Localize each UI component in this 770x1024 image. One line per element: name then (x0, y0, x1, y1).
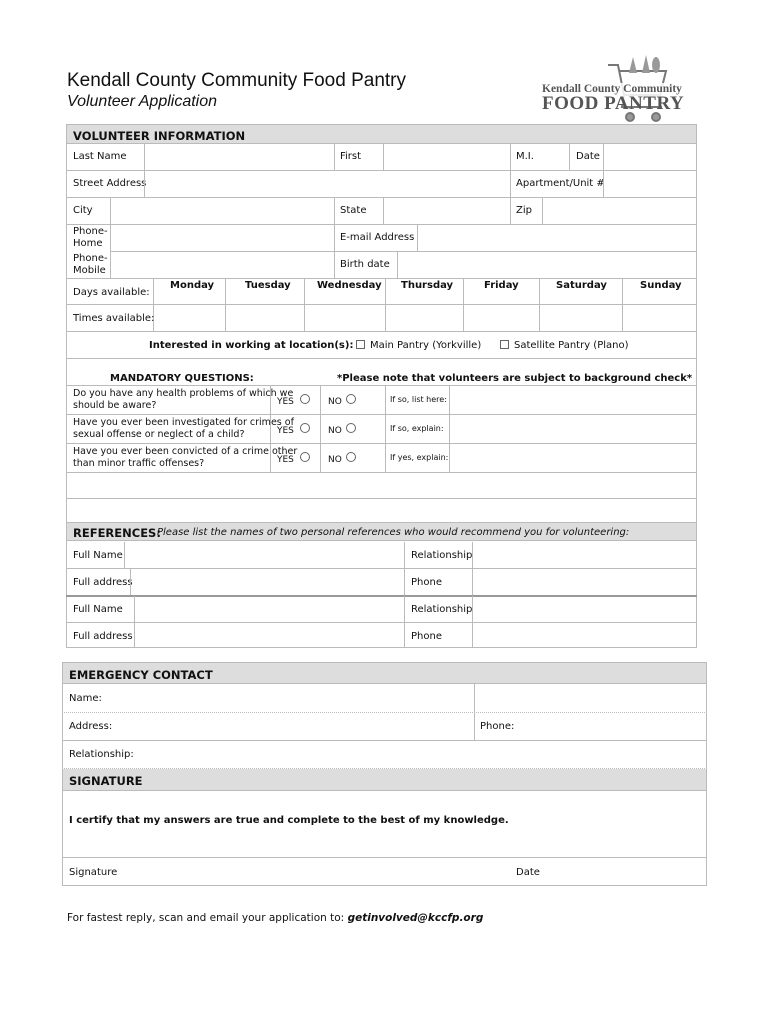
row-divider (110, 251, 334, 252)
label-zip: Zip (516, 205, 532, 216)
label-street: Street Address (73, 178, 147, 189)
page-title: Kendall County Community Food Pantry (67, 70, 406, 91)
label-interested-location: Interested in working at location(s): (149, 340, 354, 351)
label-phone-home-line2: Home (73, 238, 103, 249)
ref1-phone-input[interactable] (474, 570, 695, 593)
q3-yes-radio[interactable] (300, 452, 310, 462)
col-divider (542, 197, 543, 224)
col-divider (334, 143, 335, 170)
zip-input[interactable] (544, 199, 695, 222)
q2-yes-label: YES (277, 426, 294, 436)
main-pantry-checkbox[interactable] (356, 340, 365, 349)
ref1-full-name-label: Full Name (73, 550, 123, 561)
emergency-phone-label: Phone: (480, 721, 515, 732)
row-divider (66, 568, 697, 569)
label-apartment: Apartment/Unit # (516, 178, 605, 189)
signature-date-input[interactable] (546, 860, 705, 884)
emergency-relationship-input[interactable] (130, 742, 705, 766)
day-thursday[interactable]: Thursday (401, 280, 454, 291)
q2-explain-input[interactable] (451, 416, 695, 441)
q2-yes-radio[interactable] (300, 423, 310, 433)
col-divider (385, 278, 386, 331)
ref1-relationship-label: Relationship (411, 550, 473, 561)
label-state: State (340, 205, 367, 216)
times-tuesday-input[interactable] (227, 306, 302, 329)
background-check-note: *Please note that volunteers are subject to background check* (337, 373, 693, 384)
row-divider (62, 857, 707, 858)
row-divider (62, 740, 707, 741)
col-divider (472, 596, 473, 648)
col-divider (225, 278, 226, 331)
day-saturday[interactable]: Saturday (556, 280, 607, 291)
col-divider (383, 197, 384, 224)
label-first-name: First (340, 151, 362, 162)
signature-date-label: Date (516, 867, 540, 878)
q1-explain-input[interactable] (451, 387, 695, 412)
label-city: City (73, 205, 93, 216)
col-divider (304, 278, 305, 331)
row-divider (66, 622, 697, 623)
question-health-line1: Do you have any health problems of which we (73, 388, 294, 399)
certify-statement: I certify that my answers are true and complete to the best of my knowledge. (69, 815, 509, 826)
col-divider (383, 143, 384, 170)
col-divider (569, 143, 570, 170)
emergency-address-input[interactable] (112, 714, 470, 738)
email-input[interactable] (419, 226, 695, 249)
ref1-phone-label: Phone (411, 577, 442, 588)
col-divider (539, 278, 540, 331)
date-input[interactable] (605, 145, 695, 168)
ref2-address-input[interactable] (136, 624, 402, 646)
col-divider (397, 251, 398, 278)
times-thursday-input[interactable] (387, 306, 461, 329)
section-header-emergency: EMERGENCY CONTACT (63, 663, 706, 684)
footer-email-link[interactable]: getinvolved@kccfp.org (347, 912, 484, 924)
day-friday[interactable]: Friday (484, 280, 519, 291)
city-input[interactable] (112, 199, 332, 222)
col-divider (474, 684, 475, 740)
label-birth-date: Birth date (340, 259, 390, 270)
col-divider (320, 385, 321, 472)
emergency-address-label: Address: (69, 721, 113, 732)
ref2-relationship-input[interactable] (474, 598, 695, 620)
q1-followup-label: If so, list here: (390, 395, 447, 404)
ref1-relationship-input[interactable] (474, 544, 695, 566)
section-header-volunteer: VOLUNTEER INFORMATION (67, 125, 696, 144)
col-divider (334, 197, 335, 224)
emergency-phone-input[interactable] (516, 714, 705, 738)
q1-no-radio[interactable] (346, 394, 356, 404)
ref1-address-input[interactable] (132, 570, 402, 593)
row-divider (334, 251, 697, 252)
footer-instruction: For fastest reply, scan and email your application to: (67, 912, 345, 924)
label-phone-mobile-line2: Mobile (73, 265, 106, 276)
col-divider (404, 542, 405, 595)
emergency-relationship-label: Relationship: (69, 749, 134, 760)
birth-date-input[interactable] (399, 253, 695, 276)
day-tuesday[interactable]: Tuesday (245, 280, 291, 291)
question-investigated (73, 417, 294, 441)
row-divider (66, 498, 697, 499)
col-divider (144, 143, 145, 170)
times-sunday-input[interactable] (624, 306, 695, 329)
times-monday-input[interactable] (155, 306, 223, 329)
col-divider (463, 278, 464, 331)
col-divider (417, 224, 418, 251)
footer-text (67, 912, 483, 924)
label-main-pantry: Main Pantry (Yorkville) (370, 340, 482, 351)
ref2-full-address-label: Full address (73, 631, 133, 642)
logo-line-2: FOOD PANTRY (542, 93, 685, 114)
label-phone-home (73, 226, 108, 250)
col-divider (110, 224, 111, 278)
question-convicted-line1: Have you ever been convicted of a crime other (73, 446, 298, 457)
mandatory-questions-heading: MANDATORY QUESTIONS: (110, 373, 254, 384)
col-divider (510, 197, 511, 224)
q1-no-label: NO (328, 397, 342, 407)
page-subtitle: Volunteer Application (67, 93, 218, 110)
col-divider (449, 385, 450, 472)
signature-input[interactable] (120, 860, 510, 884)
col-divider (603, 170, 604, 197)
col-divider (134, 596, 135, 622)
label-mi: M.I. (516, 151, 534, 162)
col-divider (603, 143, 604, 170)
row-divider (66, 443, 697, 444)
question-health-line2: should be aware? (73, 400, 157, 411)
label-phone-mobile-line1: Phone- (73, 253, 108, 264)
signature-header (63, 769, 706, 791)
row-divider (66, 331, 697, 332)
emergency-name-label: Name: (69, 693, 102, 704)
apartment-input[interactable] (605, 172, 695, 195)
col-divider (622, 278, 623, 331)
col-divider (510, 143, 511, 170)
question-convicted-line2: than minor traffic offenses? (73, 458, 205, 469)
col-divider (110, 197, 111, 224)
col-divider (134, 622, 135, 648)
signature-label: Signature (69, 867, 118, 878)
q3-no-label: NO (328, 455, 342, 465)
q1-yes-label: YES (277, 397, 294, 407)
phone-mobile-input[interactable] (112, 253, 332, 276)
references-header (67, 523, 696, 541)
q3-followup-label: If yes, explain: (390, 453, 449, 462)
emergency-extra-input[interactable] (476, 686, 705, 710)
references-instructions: Please list the names of two personal references who would recommend you for volunteering: (157, 527, 630, 538)
emergency-name-input[interactable] (104, 686, 470, 710)
signature-heading: SIGNATURE (69, 774, 143, 788)
label-days-available: Days available: (73, 287, 150, 298)
ref2-full-name-input[interactable] (136, 598, 402, 620)
day-monday[interactable]: Monday (170, 280, 215, 291)
ref1-full-name-input[interactable] (126, 544, 402, 566)
row-divider (66, 414, 697, 415)
col-divider (334, 224, 335, 278)
row-divider (66, 472, 697, 473)
times-saturday-input[interactable] (541, 306, 620, 329)
label-last-name: Last Name (73, 151, 127, 162)
ref2-full-name-label: Full Name (73, 604, 123, 615)
references-heading: REFERENCES: (73, 526, 161, 540)
food-pantry-logo (538, 55, 703, 125)
col-divider (124, 542, 125, 568)
label-satellite-pantry: Satellite Pantry (Plano) (514, 340, 629, 351)
q1-yes-radio[interactable] (300, 394, 310, 404)
label-phone-home-line1: Phone- (73, 226, 108, 237)
satellite-pantry-checkbox[interactable] (500, 340, 509, 349)
q3-yes-label: YES (277, 455, 294, 465)
day-sunday[interactable]: Sunday (640, 280, 682, 291)
question-health (73, 388, 293, 412)
first-name-input[interactable] (385, 145, 508, 168)
state-input[interactable] (385, 199, 508, 222)
label-date: Date (576, 151, 600, 162)
row-divider (66, 197, 697, 198)
label-email: E-mail Address (340, 232, 415, 243)
question-investigated-line1: Have you ever been investigated for crimes of (73, 417, 294, 428)
q2-followup-label: If so, explain: (390, 424, 444, 433)
ref2-relationship-label: Relationship (411, 604, 473, 615)
row-divider (66, 278, 697, 279)
question-convicted (73, 446, 297, 470)
label-times-available: Times available: (73, 313, 155, 324)
q2-no-radio[interactable] (346, 423, 356, 433)
day-wednesday[interactable]: Wednesday (317, 280, 382, 291)
row-divider (66, 595, 697, 597)
col-divider (404, 596, 405, 648)
col-divider (510, 170, 511, 197)
col-divider (472, 542, 473, 595)
col-divider (144, 170, 145, 197)
col-divider (385, 385, 386, 472)
ref2-phone-input[interactable] (474, 624, 695, 646)
row-divider (66, 358, 697, 359)
times-wednesday-input[interactable] (306, 306, 383, 329)
logo-line-1: Kendall County Community (542, 83, 682, 95)
q2-no-label: NO (328, 426, 342, 436)
q3-explain-input[interactable] (451, 445, 695, 470)
ref1-full-address-label: Full address (73, 577, 133, 588)
ref2-phone-label: Phone (411, 631, 442, 642)
times-friday-input[interactable] (465, 306, 537, 329)
row-divider (66, 224, 697, 225)
label-phone-mobile (73, 253, 108, 277)
col-divider (130, 568, 131, 595)
question-investigated-line2: sexual offense or neglect of a child? (73, 429, 245, 440)
last-name-input[interactable] (146, 145, 332, 168)
row-divider (62, 712, 707, 713)
street-address-input[interactable] (146, 172, 508, 195)
phone-home-input[interactable] (112, 226, 332, 249)
row-divider (66, 304, 697, 305)
row-divider (66, 385, 697, 386)
q3-no-radio[interactable] (346, 452, 356, 462)
